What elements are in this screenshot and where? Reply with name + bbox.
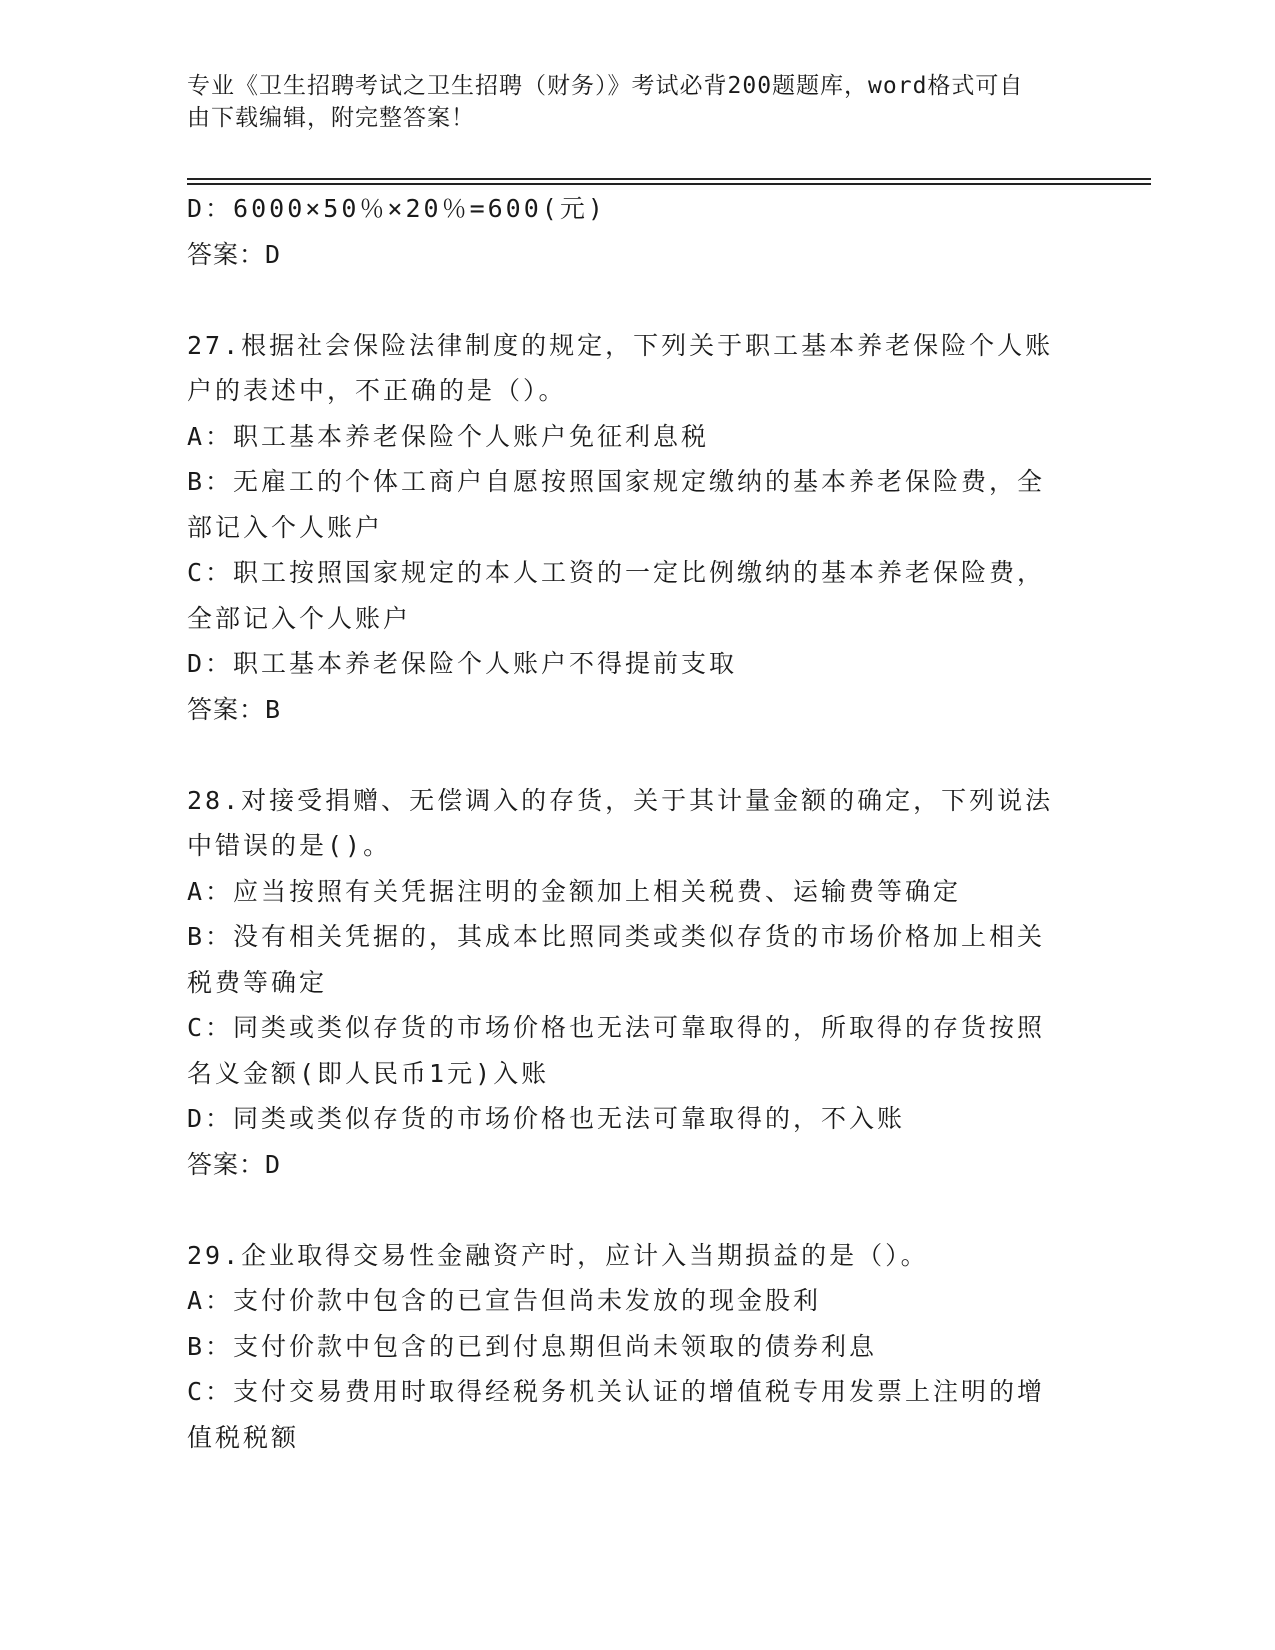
- option-d: D：同类或类似存货的市场价格也无法可靠取得的，不入账: [187, 1104, 906, 1133]
- question-28: [187, 778, 1087, 1188]
- answer: 答案：D: [187, 239, 282, 269]
- answer: 答案：B: [187, 694, 282, 724]
- question-stem-line: 户的表述中，不正确的是（）。: [187, 376, 567, 405]
- option-b: B：无雇工的个体工商户自愿按照国家规定缴纳的基本养老保险费，全: [187, 467, 1046, 496]
- question-stem-line: 28.对接受捐赠、无偿调入的存货，关于其计量金额的确定，下列说法: [187, 785, 1054, 815]
- option-a: A：应当按照有关凭据注明的金额加上相关税费、运输费等确定: [187, 876, 962, 906]
- question-29: [187, 1233, 1087, 1461]
- question-stem-line: 29.企业取得交易性金融资产时，应计入当期损益的是（）。: [187, 1240, 929, 1270]
- question-stem-line: 27.根据社会保险法律制度的规定，下列关于职工基本养老保险个人账: [187, 330, 1054, 360]
- header-line-1: 专业《卫生招聘考试之卫生招聘（财务）》考试必背200题题库，word格式可自: [187, 73, 1024, 99]
- option-a: A：支付价款中包含的已宣告但尚未发放的现金股利: [187, 1286, 822, 1315]
- option-b: B：支付价款中包含的已到付息期但尚未领取的债券利息: [187, 1331, 878, 1361]
- header-line-2: 由下载编辑，附完整答案！: [187, 105, 475, 131]
- option-b: B：没有相关凭据的，其成本比照同类或类似存货的市场价格加上相关: [187, 922, 1046, 951]
- spacer: [187, 732, 1087, 778]
- option-c: C：同类或类似存货的市场价格也无法可靠取得的，所取得的存货按照: [187, 1013, 1046, 1042]
- option-d: D：职工基本养老保险个人账户不得提前支取: [187, 649, 738, 678]
- option-c-cont: 值税税额: [187, 1422, 300, 1452]
- document-header: [187, 70, 1067, 134]
- header-divider-bottom: [187, 183, 1151, 185]
- option-b-cont: 部记入个人账户: [187, 512, 384, 542]
- answer: 答案：D: [187, 1149, 282, 1179]
- question-stem-line: 中错误的是()。: [187, 831, 392, 860]
- option-c-cont: 全部记入个人账户: [187, 603, 412, 633]
- option-c-cont: 名义金额(即人民币1元)入账: [187, 1058, 550, 1088]
- question-27: [187, 323, 1087, 733]
- option-d: D：6000×50％×20％=600(元): [187, 194, 606, 223]
- option-a: A：职工基本养老保险个人账户免征利息税: [187, 421, 710, 451]
- spacer: [187, 277, 1087, 323]
- header-divider-top: [187, 178, 1151, 180]
- option-c: C：职工按照国家规定的本人工资的一定比例缴纳的基本养老保险费，: [187, 558, 1046, 587]
- question-content: [187, 186, 1087, 1460]
- option-b-cont: 税费等确定: [187, 967, 328, 997]
- spacer: [187, 1187, 1087, 1233]
- option-c: C：支付交易费用时取得经税务机关认证的增值税专用发票上注明的增: [187, 1377, 1046, 1406]
